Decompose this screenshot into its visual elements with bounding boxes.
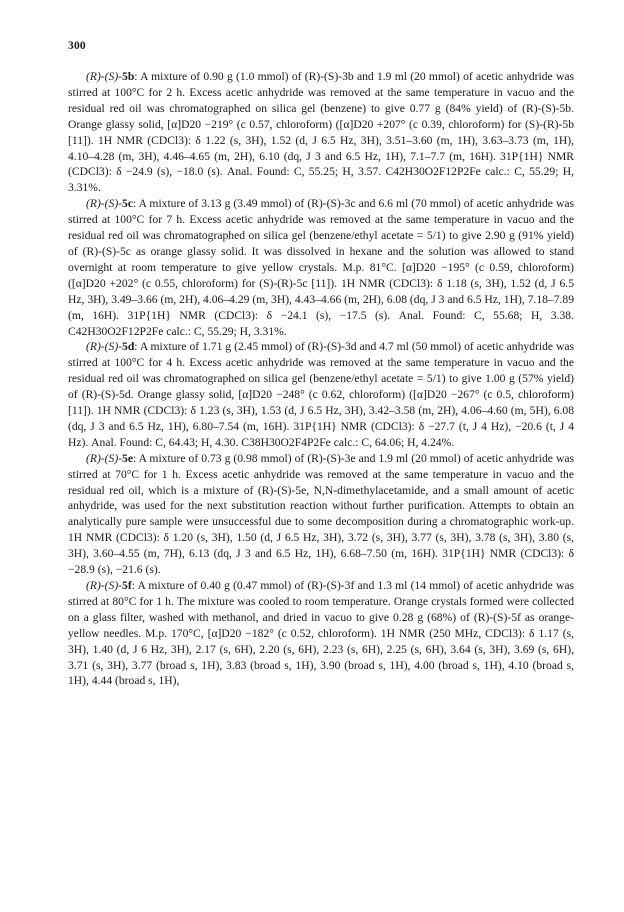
compound-prefix: (R)-(S)-: [86, 340, 123, 354]
compound-prefix: (R)-(S)-: [86, 197, 123, 211]
paragraph-text: : A mixture of 0.40 g (0.47 mmol) of (R)-(S)-3f and 1.3 ml (14 mmol) of acetic anhydride was stirred at 80°C for 1 h. The mixture was cooled to room temperature. Orange crystals formed were collected on a glass filter, washed with methanol, and dried in vacuo to give 0.28 g (68%) of (R)-(S)-5f as orange-yellow needles. M.p. 170°C, [α]D20 −182° (c 0.52, chloroform). 1H NMR (250 MHz, CDCl3): δ 1.17 (s, 3H), 1.40 (d, J 6 Hz, 3H), 2.17 (s, 6H), 2.20 (s, 6H), 2.23 (s, 6H), 2.25 (s, 6H), 3.64 (s, 3H), 3.69 (s, 6H), 3.71 (s, 3H), 3.77 (broad s, 1H), 3.83 (broad s, 1H), 3.90 (broad s, 1H), 4.00 (broad s, 1H), 4.10 (broad s, 1H), 4.44 (broad s, 1H),: [68, 579, 574, 688]
paragraph-text: : A mixture of 3.13 g (3.49 mmol) of (R)-(S)-3c and 6.6 ml (70 mmol) of acetic anhydride was stirred at 100°C for 7 h. Excess acetic anhydride was removed at the same temperature in vacuo and the residual red oil was chromatographed on silica gel (benzene/ethyl acetate = 5/1) to give 2.90 g (91% yield) of (R)-(S)-5c as orange glassy solid. It was dissolved in hexane and the solution was allowed to stand overnight at room temperature to give yellow crystals. M.p. 81°C. [α]D20 −195° (c 0.59, chloroform) ([α]D20 +202° (c 0.55, chloroform) for (S)-(R)-5c [11]). 1H NMR (CDCl3): δ 1.18 (s, 3H), 1.52 (d, J 6.5 Hz, 3H), 3.49–3.66 (m, 2H), 4.06–4.29 (m, 3H), 4.43–4.66 (m, 2H), 6.08 (dq, J 3 and 6.5 Hz, 1H), 7.18–7.89 (m, 16H). 31P{1H} NMR (CDCl3): δ −24.1 (s), −17.5 (s). Anal. Found: C, 55.68; H, 3.38. C42H30O2F12P2Fe calc.: C, 55.29; H, 3.31%.: [68, 197, 574, 338]
compound-prefix: (R)-(S)-: [86, 451, 123, 465]
paragraph-5c: [68, 196, 574, 339]
compound-id: 5c: [122, 197, 133, 211]
paragraph-5e: [68, 451, 574, 578]
paragraph-text: : A mixture of 0.73 g (0.98 mmol) of (R)-(S)-3e and 1.9 ml (20 mmol) of acetic anhydride was stirred at 70°C for 1 h. Excess acetic anhydride was removed at the same temperature in vacuo and the residual red oil, which is a mixture of (R)-(S)-5e, N,N-dimethylacetamide, and a small amount of acetic anhydride, was used for the next substitution reaction without further purification. Attempts to obtain an analytically pure sample were unsuccessful due to some decomposition during a chromatographic work-up. 1H NMR (CDCl3): δ 1.20 (s, 3H), 1.50 (d, J 6.5 Hz, 3H), 3.72 (s, 3H), 3.77 (s, 3H), 3.78 (s, 3H), 3.80 (s, 3H), 3.60–4.55 (m, 7H), 6.13 (dq, J 3 and 6.5 Hz, 1H), 6.68–7.50 (m, 16H). 31P{1H} NMR (CDCl3): δ −28.9 (s), −21.6 (s).: [68, 451, 574, 577]
paragraph-text: : A mixture of 1.71 g (2.45 mmol) of (R)-(S)-3d and 4.7 ml (50 mmol) of acetic anhydride was stirred at 100°C for 4 h. Excess acetic anhydride was removed at the same temperature in vacuo and the residual red oil was chromatographed on silica gel (benzene/ethyl acetate = 5/1) to give 1.00 g (57% yield) of (R)-(S)-5d. Orange glassy solid, [α]D20 −248° (c 0.62, chloroform) ([α]D20 −267° (c 0.5, chloroform) [11]). 1H NMR (CDCl3): δ 1.23 (s, 3H), 1.53 (d, J 6.5 Hz, 3H), 3.42–3.58 (m, 2H), 4.06–4.60 (m, 5H), 6.08 (dq, J 3 and 6.5 Hz, 1H), 6.80–7.54 (m, 16H). 31P{1H} NMR (CDCl3): δ −27.7 (t, J 4 Hz), −20.6 (t, J 4 Hz). Anal. Found: C, 64.43; H, 4.30. C38H30O2F4P2Fe calc.: C, 64.06; H, 4.24%.: [68, 340, 574, 449]
compound-id: 5e: [122, 451, 133, 465]
page-number: 300: [68, 40, 86, 52]
compound-id: 5b: [122, 70, 135, 83]
compound-id: 5f: [122, 579, 132, 592]
compound-id: 5d: [122, 340, 135, 354]
compound-prefix: (R)-(S)-: [86, 579, 123, 592]
paragraph-5f: [68, 578, 574, 689]
paragraph-text: : A mixture of 0.90 g (1.0 mmol) of (R)-(S)-3b and 1.9 ml (20 mmol) of acetic anhydride was stirred at 100°C for 2 h. Excess acetic anhydride was removed at the same temperature in vacuo and the residual red oil was chromatographed on silica gel (benzene) to give 0.77 g (84% yield) of (R)-(S)-5b. Orange glassy solid, [α]D20 −219° (c 0.57, chloroform) ([α]D20 +207° (c 0.39, chloroform) for (S)-(R)-5b [11]). 1H NMR (CDCl3): δ 1.22 (s, 3H), 1.52 (d, J 6.5 Hz, 3H), 3.51–3.60 (m, 1H), 3.63–3.73 (m, 1H), 4.10–4.28 (m, 3H), 4.46–4.65 (m, 2H), 6.10 (dq, J 3 and 6.5 Hz, 1H), 7.1–7.7 (m, 16H). 31P{1H} NMR (CDCl3): δ −24.9 (s), −18.0 (s). Anal. Found: C, 55.25; H, 3.57. C42H30O2F12P2Fe calc.: C, 55.29; H, 3.31%.: [68, 70, 574, 195]
document-page: [68, 40, 574, 689]
paragraph-5d: [68, 339, 574, 450]
compound-prefix: (R)-(S)-: [86, 70, 123, 83]
paragraph-5b: [68, 69, 574, 196]
